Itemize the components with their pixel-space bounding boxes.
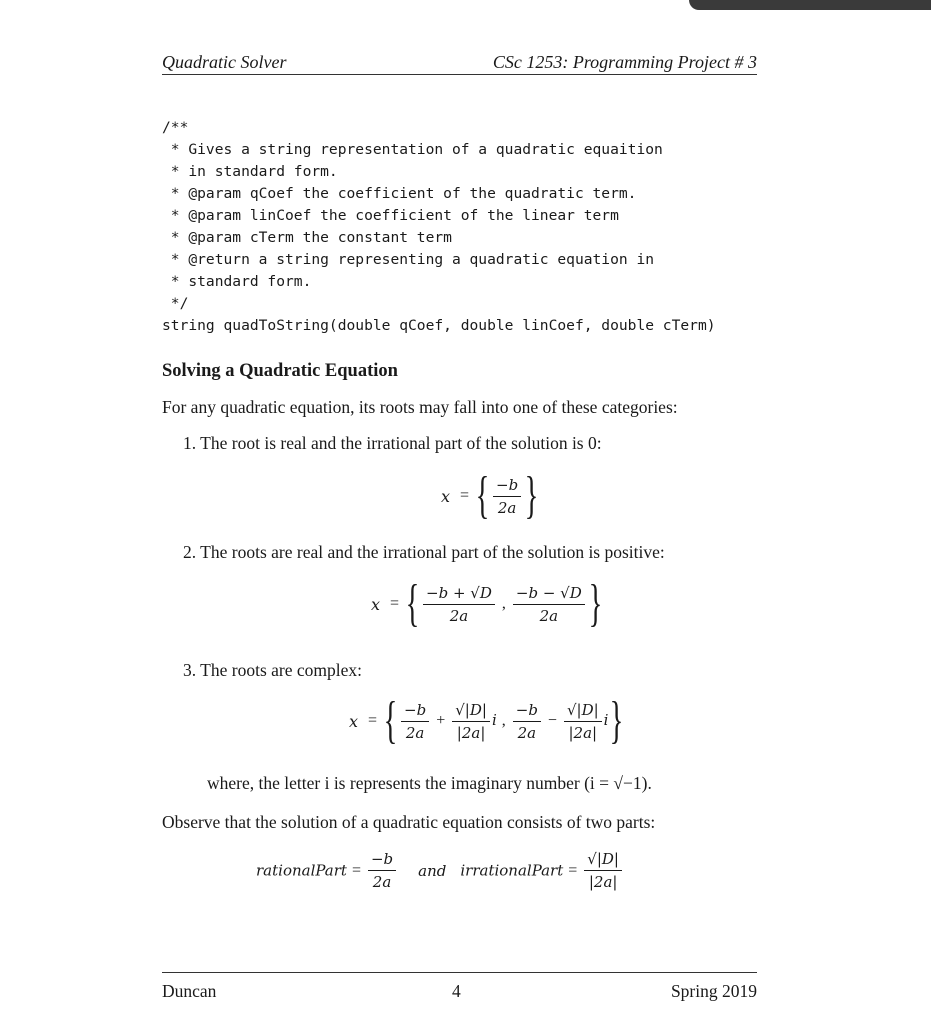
math-minus: −: [547, 712, 557, 729]
fraction-sqrt-abs-d: [564, 701, 602, 742]
code-line: * @param linCoef the coefficient of the linear term: [162, 207, 619, 224]
math-equals: =: [351, 861, 361, 879]
denominator: 2a: [449, 606, 469, 625]
fraction-sqrt-abs-d: [452, 701, 490, 742]
numerator: −b + √D: [423, 584, 495, 605]
fraction-neg-b-over-2a: [493, 476, 521, 517]
equation-parts: [256, 850, 624, 891]
math-x: x: [349, 711, 359, 731]
header-title-left: Quadratic Solver: [162, 52, 287, 72]
observe-paragraph: Observe that the solution of a quadratic equation consists of two parts:: [162, 812, 656, 832]
denominator: |2a|: [456, 723, 486, 742]
math-comma: ,: [501, 595, 506, 612]
list-item-3: 3. The roots are complex:: [183, 660, 362, 680]
fraction-neg-b-over-2a: [513, 701, 541, 742]
denominator: 2a: [539, 606, 559, 625]
imaginary-i: i: [491, 710, 497, 729]
footer-page-number: 4: [452, 981, 461, 1001]
header-title-right: CSc 1253: Programming Project # 3: [492, 52, 757, 72]
page-footer: [162, 972, 757, 1001]
equation-case-2: [366, 575, 604, 632]
math-equals: =: [460, 487, 470, 504]
math-equals: =: [368, 712, 378, 729]
math-plus: +: [436, 712, 446, 729]
page-header: [162, 50, 757, 75]
numerator: √|D|: [584, 850, 622, 871]
equation-case-1: [436, 467, 540, 524]
numerator: √|D|: [564, 701, 602, 722]
fraction-neg-b-over-2a: [401, 701, 429, 742]
rational-part-label: rationalPart: [256, 861, 347, 880]
denominator: 2a: [405, 723, 425, 742]
section-heading: Solving a Quadratic Equation: [162, 361, 398, 381]
left-brace: {: [475, 467, 490, 524]
fraction-neg-b-over-2a: [368, 850, 396, 891]
code-line: * in standard form.: [162, 163, 338, 180]
denominator: 2a: [517, 723, 537, 742]
imaginary-i: i: [603, 710, 609, 729]
window-chrome-bar: [689, 0, 931, 10]
fraction-root-plus: [423, 584, 495, 625]
right-brace: }: [588, 575, 603, 632]
and-word: and: [418, 861, 447, 880]
list-item-1: 1. The root is real and the irrational part of the solution is 0:: [183, 433, 602, 453]
right-brace: }: [524, 467, 539, 524]
imaginary-note: where, the letter i is represents the imaginary number (i = √−1).: [207, 773, 652, 793]
math-x: x: [441, 486, 451, 506]
code-line: */: [162, 295, 189, 312]
code-line: string quadToString(double qCoef, double linCoef, double cTerm): [162, 317, 716, 334]
code-block: [162, 117, 716, 337]
code-line: * Gives a string representation of a quadratic equaition: [162, 141, 663, 158]
list-item-2: 2. The roots are real and the irrational part of the solution is positive:: [183, 542, 665, 562]
math-comma: ,: [501, 712, 506, 729]
numerator: −b: [401, 701, 429, 722]
code-line: * standard form.: [162, 273, 312, 290]
right-brace: }: [610, 692, 624, 749]
left-brace: {: [405, 575, 420, 632]
denominator: 2a: [497, 498, 517, 517]
irrational-part-label: irrationalPart: [460, 861, 564, 880]
fraction-sqrt-abs-d: [584, 850, 622, 891]
numerator: −b: [513, 701, 541, 722]
code-line: * @param cTerm the constant term: [162, 229, 452, 246]
footer-author: Duncan: [162, 981, 217, 1001]
math-x: x: [371, 594, 381, 614]
code-line: /**: [162, 119, 189, 136]
left-brace: {: [383, 692, 398, 749]
math-equals: =: [568, 861, 578, 879]
fraction-root-minus: [513, 584, 585, 625]
equation-case-3: [344, 692, 625, 749]
code-line: * @param qCoef the coefficient of the quadratic term.: [162, 185, 637, 202]
code-line: * @return a string representing a quadratic equation in: [162, 251, 655, 268]
footer-term: Spring 2019: [670, 981, 757, 1001]
numerator: −b − √D: [513, 584, 585, 605]
denominator: |2a|: [588, 873, 618, 891]
numerator: √|D|: [452, 701, 490, 722]
intro-paragraph: For any quadratic equation, its roots may fall into one of these categories:: [162, 397, 678, 417]
numerator: −b: [493, 476, 521, 497]
denominator: |2a|: [568, 723, 598, 742]
math-equals: =: [390, 595, 400, 612]
numerator: −b: [368, 850, 396, 871]
denominator: 2a: [372, 873, 392, 891]
